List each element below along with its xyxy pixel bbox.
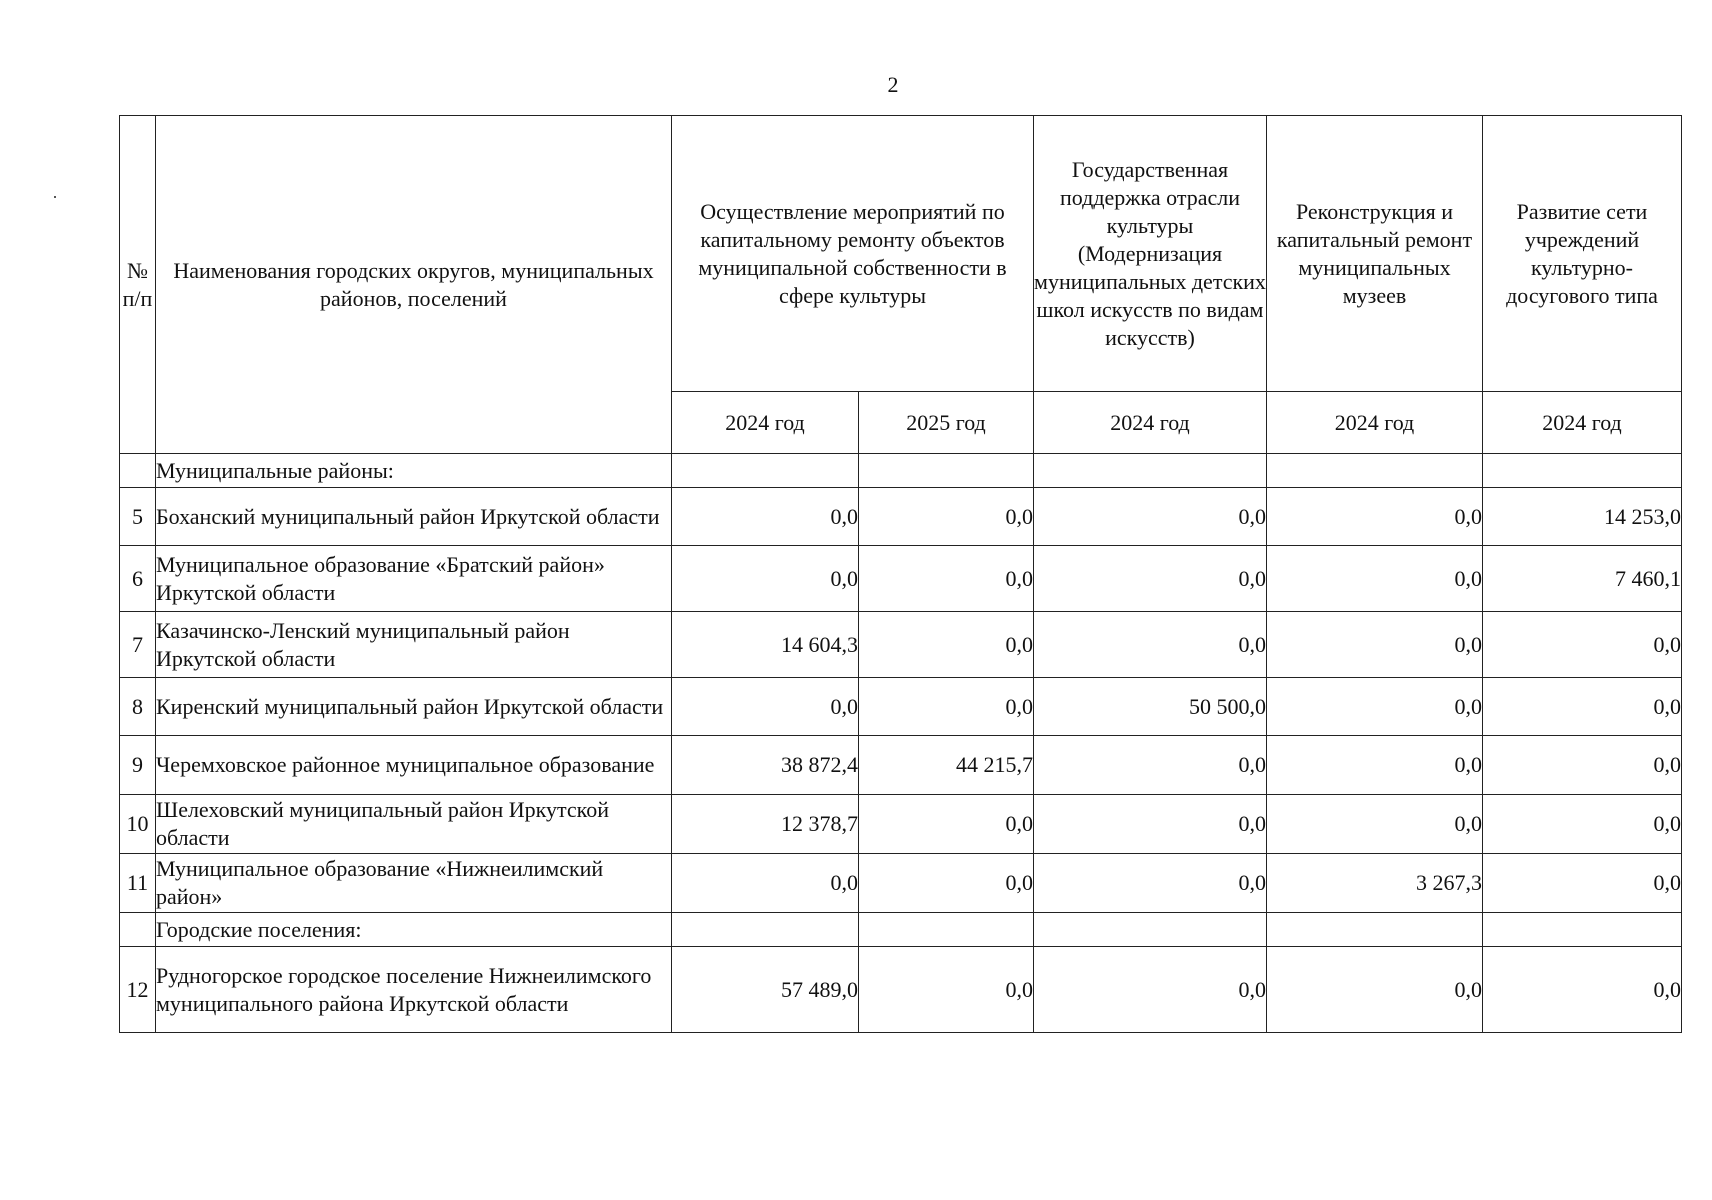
row-value: 50 500,0 bbox=[1034, 678, 1267, 736]
row-value: 44 215,7 bbox=[859, 736, 1034, 795]
page-number: 2 bbox=[887, 72, 899, 97]
table-row bbox=[120, 488, 1682, 546]
table-row bbox=[120, 795, 1682, 854]
row-name: Шелеховский муниципальный район Иркутской области bbox=[156, 795, 672, 854]
year-header: 2024 год bbox=[1267, 392, 1483, 454]
row-value: 0,0 bbox=[1483, 854, 1682, 913]
row-value: 0,0 bbox=[1267, 612, 1483, 678]
row-value: 0,0 bbox=[1483, 795, 1682, 854]
row-value: 0,0 bbox=[672, 678, 859, 736]
row-name: Казачинско-Ленский муниципальный район Иркутской области bbox=[156, 612, 672, 678]
row-value: 14 253,0 bbox=[1483, 488, 1682, 546]
row-name: Муниципальное образование «Нижнеилимский район» bbox=[156, 854, 672, 913]
year-header: 2024 год bbox=[1034, 392, 1267, 454]
row-value: 0,0 bbox=[1034, 612, 1267, 678]
year-header: 2024 год bbox=[672, 392, 859, 454]
row-value: 0,0 bbox=[1034, 546, 1267, 612]
row-number: 5 bbox=[120, 488, 156, 546]
row-number: 7 bbox=[120, 612, 156, 678]
row-value: 3 267,3 bbox=[1267, 854, 1483, 913]
row-value: 0,0 bbox=[1034, 947, 1267, 1033]
header-name: Наименования городских округов, муниципальных районов, поселений bbox=[156, 116, 672, 454]
row-value: 0,0 bbox=[1483, 736, 1682, 795]
row-name: Боханский муниципальный район Иркутской области bbox=[156, 488, 672, 546]
row-value: 0,0 bbox=[1267, 678, 1483, 736]
row-value: 0,0 bbox=[672, 854, 859, 913]
row-value: 0,0 bbox=[859, 612, 1034, 678]
row-value: 0,0 bbox=[1034, 795, 1267, 854]
table-row bbox=[120, 736, 1682, 795]
row-value: 0,0 bbox=[1483, 678, 1682, 736]
row-value: 0,0 bbox=[859, 947, 1034, 1033]
row-value: 0,0 bbox=[859, 795, 1034, 854]
row-number: 9 bbox=[120, 736, 156, 795]
row-value: 0,0 bbox=[1483, 947, 1682, 1033]
row-value: 12 378,7 bbox=[672, 795, 859, 854]
row-value: 0,0 bbox=[1034, 488, 1267, 546]
row-value: 57 489,0 bbox=[672, 947, 859, 1033]
header-capital-repair: Осуществление мероприятий по капитальному ремонту объектов муниципальной собственности в сфере культуры bbox=[672, 116, 1034, 392]
row-value: 0,0 bbox=[1267, 795, 1483, 854]
row-number: 11 bbox=[120, 854, 156, 913]
row-name: Черемховское районное муниципальное образование bbox=[156, 736, 672, 795]
year-header: 2025 год bbox=[859, 392, 1034, 454]
header-state-support: Государственная поддержка отрасли культуры (Модернизация муниципальных детских школ искусств по видам искусств) bbox=[1034, 116, 1267, 392]
header-museums: Реконструкция и капитальный ремонт муниципальных музеев bbox=[1267, 116, 1483, 392]
row-value: 0,0 bbox=[672, 546, 859, 612]
year-header: 2024 год bbox=[1483, 392, 1682, 454]
row-name: Киренский муниципальный район Иркутской области bbox=[156, 678, 672, 736]
row-value: 0,0 bbox=[859, 488, 1034, 546]
row-value: 0,0 bbox=[1267, 488, 1483, 546]
table-row bbox=[120, 678, 1682, 736]
row-name: Муниципальное образование «Братский район» Иркутской области bbox=[156, 546, 672, 612]
table-row bbox=[120, 546, 1682, 612]
row-value: 0,0 bbox=[859, 546, 1034, 612]
group-label-settlements: Городские поселения: bbox=[156, 913, 672, 947]
header-num: № п/п bbox=[120, 116, 156, 454]
scan-dot bbox=[54, 196, 56, 198]
row-value: 14 604,3 bbox=[672, 612, 859, 678]
group-row bbox=[120, 913, 1682, 947]
table-row bbox=[120, 854, 1682, 913]
header-network: Развитие сети учреждений культурно-досугового типа bbox=[1483, 116, 1682, 392]
row-value: 38 872,4 bbox=[672, 736, 859, 795]
row-number: 6 bbox=[120, 546, 156, 612]
row-number: 12 bbox=[120, 947, 156, 1033]
row-value: 0,0 bbox=[1267, 546, 1483, 612]
row-value: 0,0 bbox=[1267, 947, 1483, 1033]
funding-table bbox=[119, 115, 1682, 1033]
row-value: 0,0 bbox=[859, 678, 1034, 736]
row-number: 10 bbox=[120, 795, 156, 854]
row-name: Рудногорское городское поселение Нижнеилимского муниципального района Иркутской области bbox=[156, 947, 672, 1033]
row-value: 0,0 bbox=[1267, 736, 1483, 795]
row-value: 0,0 bbox=[672, 488, 859, 546]
row-value: 0,0 bbox=[1034, 736, 1267, 795]
row-number: 8 bbox=[120, 678, 156, 736]
table-row bbox=[120, 947, 1682, 1033]
row-value: 0,0 bbox=[1483, 612, 1682, 678]
group-row bbox=[120, 454, 1682, 488]
row-value: 0,0 bbox=[1034, 854, 1267, 913]
row-value: 7 460,1 bbox=[1483, 546, 1682, 612]
row-value: 0,0 bbox=[859, 854, 1034, 913]
table-row bbox=[120, 612, 1682, 678]
group-label-districts: Муниципальные районы: bbox=[156, 454, 672, 488]
